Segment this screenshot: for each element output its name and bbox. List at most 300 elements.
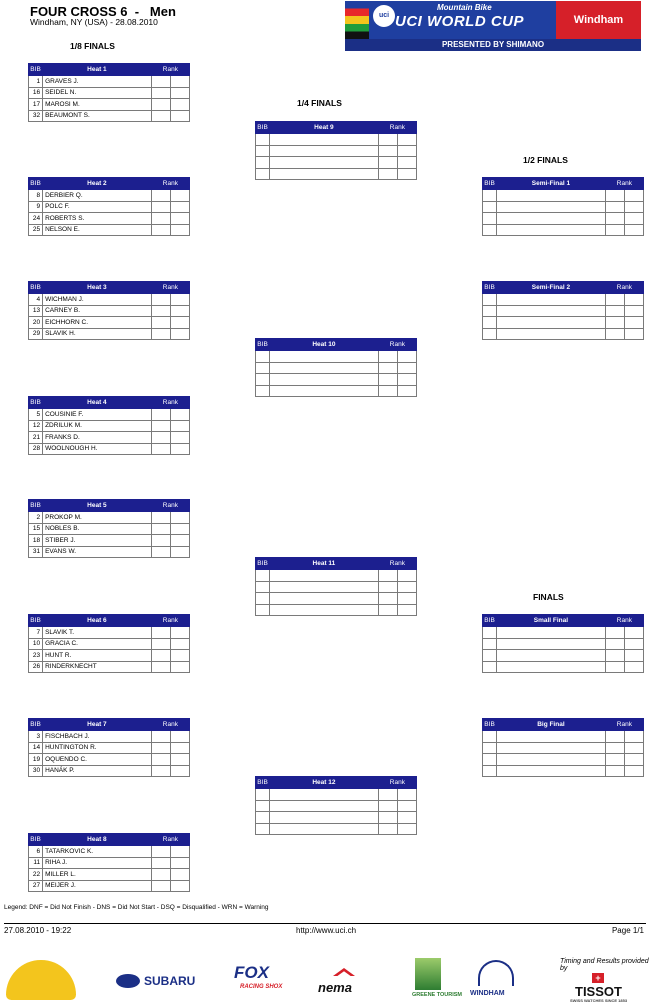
rank-cell xyxy=(605,201,624,213)
heat-table xyxy=(255,557,417,616)
rank-cell xyxy=(605,317,624,329)
rider-bib xyxy=(256,145,270,157)
rider-name xyxy=(270,351,379,363)
rider-row xyxy=(256,823,417,835)
rank-cell-2 xyxy=(170,76,189,88)
rank-cell-2 xyxy=(170,627,189,639)
rank-cell-2 xyxy=(170,869,189,881)
rank-cell xyxy=(151,99,170,111)
rank-cell-2 xyxy=(397,374,416,386)
rider-bib: 19 xyxy=(29,754,43,766)
rank-cell xyxy=(151,523,170,535)
rider-name xyxy=(497,661,606,673)
rider-row xyxy=(483,317,644,329)
rank-cell-2 xyxy=(397,823,416,835)
rider-row xyxy=(256,604,417,616)
rider-name xyxy=(497,294,606,306)
rank-cell xyxy=(151,443,170,455)
rider-name xyxy=(270,604,379,616)
rider-bib xyxy=(483,328,497,340)
rider-name xyxy=(270,581,379,593)
round-label-r16: 1/8 FINALS xyxy=(70,41,115,51)
rider-row xyxy=(256,812,417,824)
rider-name: SLAVIK H. xyxy=(43,328,152,340)
heat-name: Heat 7 xyxy=(43,719,152,731)
rider-bib xyxy=(483,305,497,317)
rider-name xyxy=(497,754,606,766)
bib-header: BIB xyxy=(29,397,43,409)
rank-cell xyxy=(605,224,624,236)
rank-cell xyxy=(378,604,397,616)
bib-header: BIB xyxy=(29,282,43,294)
rider-row xyxy=(29,213,190,225)
rider-name: PROKOP M. xyxy=(43,512,152,524)
rank-cell-2 xyxy=(624,661,643,673)
rank-cell xyxy=(151,294,170,306)
rider-row xyxy=(29,294,190,306)
greene-tourism-logo-icon xyxy=(415,958,441,990)
rider-name: GRACIA C. xyxy=(43,638,152,650)
rider-name: GRAVES J. xyxy=(43,76,152,88)
rank-cell-2 xyxy=(397,351,416,363)
rank-cell xyxy=(378,581,397,593)
heat-table xyxy=(28,833,190,892)
rider-name: RINDERKNECHT xyxy=(43,661,152,673)
windham-crafts-logo-icon xyxy=(6,960,76,1000)
rider-row xyxy=(256,374,417,386)
rider-bib: 5 xyxy=(29,409,43,421)
heat-table xyxy=(255,121,417,180)
rider-bib: 20 xyxy=(29,317,43,329)
rider-row xyxy=(483,294,644,306)
heat-name: Small Final xyxy=(497,615,606,627)
rank-cell-2 xyxy=(170,661,189,673)
rider-row xyxy=(483,627,644,639)
rider-bib xyxy=(483,650,497,662)
rider-bib: 12 xyxy=(29,420,43,432)
rider-row xyxy=(29,99,190,111)
rider-bib: 23 xyxy=(29,650,43,662)
rider-name: EVANS W. xyxy=(43,546,152,558)
windham-logo-text: WINDHAM xyxy=(470,990,505,997)
rank-cell xyxy=(151,409,170,421)
rider-name xyxy=(497,731,606,743)
rider-bib: 32 xyxy=(29,110,43,122)
rider-name: BEAUMONT S. xyxy=(43,110,152,122)
rider-row xyxy=(483,213,644,225)
rider-row xyxy=(29,76,190,88)
bib-header: BIB xyxy=(483,615,497,627)
rank-cell-2 xyxy=(397,157,416,169)
nema-logo: nema xyxy=(318,980,352,995)
rank-cell xyxy=(151,754,170,766)
fox-logo: FOX xyxy=(234,963,269,982)
rider-name: TATARKOVIC K. xyxy=(43,846,152,858)
rider-row xyxy=(256,800,417,812)
swiss-cross-icon: + xyxy=(592,973,604,983)
rider-bib: 9 xyxy=(29,201,43,213)
rider-row xyxy=(29,110,190,122)
rider-row xyxy=(29,765,190,777)
heat-name: Heat 10 xyxy=(270,339,379,351)
rank-cell xyxy=(605,765,624,777)
rider-bib xyxy=(483,754,497,766)
rider-bib xyxy=(483,201,497,213)
rider-name: HUNT R. xyxy=(43,650,152,662)
rider-name xyxy=(497,638,606,650)
rank-cell xyxy=(151,317,170,329)
rider-name xyxy=(497,317,606,329)
rider-row xyxy=(483,661,644,673)
rank-cell-2 xyxy=(397,789,416,801)
rank-cell-2 xyxy=(170,523,189,535)
rank-cell xyxy=(605,213,624,225)
footer-divider xyxy=(4,923,646,924)
rider-bib xyxy=(483,224,497,236)
heat-name: Heat 9 xyxy=(270,122,379,134)
rank-cell xyxy=(605,328,624,340)
heat-name: Heat 4 xyxy=(43,397,152,409)
rank-cell-2 xyxy=(397,362,416,374)
rider-name: OQUENDO C. xyxy=(43,754,152,766)
rider-bib: 30 xyxy=(29,765,43,777)
heat-name: Heat 1 xyxy=(43,64,152,76)
rank-cell xyxy=(378,134,397,146)
rider-bib: 15 xyxy=(29,523,43,535)
rank-header: Rank xyxy=(151,178,189,190)
rider-row xyxy=(29,880,190,892)
heat-table xyxy=(28,281,190,340)
heat-table xyxy=(28,614,190,673)
rank-cell-2 xyxy=(624,213,643,225)
nema-roof-icon xyxy=(333,968,355,976)
rider-bib: 16 xyxy=(29,87,43,99)
rider-row xyxy=(256,581,417,593)
rider-bib xyxy=(483,213,497,225)
rider-row xyxy=(483,742,644,754)
rider-name: EICHHORN C. xyxy=(43,317,152,329)
rider-bib xyxy=(483,638,497,650)
rank-cell-2 xyxy=(624,627,643,639)
rider-row xyxy=(29,754,190,766)
rider-bib: 31 xyxy=(29,546,43,558)
rank-cell-2 xyxy=(170,420,189,432)
heat-name: Heat 11 xyxy=(270,558,379,570)
rank-cell-2 xyxy=(397,812,416,824)
heat-name: Heat 12 xyxy=(270,777,379,789)
rank-header: Rank xyxy=(605,282,643,294)
rider-bib xyxy=(256,800,270,812)
rider-bib: 8 xyxy=(29,190,43,202)
rank-cell xyxy=(378,570,397,582)
heat-table xyxy=(482,177,644,236)
uci-logo-icon: uci xyxy=(373,5,395,27)
rank-cell-2 xyxy=(170,317,189,329)
heat-table xyxy=(28,396,190,455)
rider-bib: 11 xyxy=(29,857,43,869)
rider-row xyxy=(256,351,417,363)
rank-cell-2 xyxy=(624,650,643,662)
rider-bib: 26 xyxy=(29,661,43,673)
round-label-sf: 1/2 FINALS xyxy=(523,155,568,165)
rider-row xyxy=(29,317,190,329)
rank-cell xyxy=(151,224,170,236)
rank-cell xyxy=(151,650,170,662)
heat-table xyxy=(482,614,644,673)
heat-table xyxy=(482,281,644,340)
rider-name: NELSON E. xyxy=(43,224,152,236)
rider-name: SEIDEL N. xyxy=(43,87,152,99)
rider-bib: 13 xyxy=(29,305,43,317)
rider-name xyxy=(270,374,379,386)
banner-mtb-text: Mountain Bike xyxy=(437,3,492,12)
rank-cell xyxy=(151,869,170,881)
rank-cell xyxy=(151,201,170,213)
rank-cell-2 xyxy=(170,443,189,455)
rank-cell-2 xyxy=(624,754,643,766)
rank-cell-2 xyxy=(170,880,189,892)
round-label-final: FINALS xyxy=(533,592,564,602)
rider-row xyxy=(29,846,190,858)
rider-row xyxy=(256,134,417,146)
rider-name: ROBERTS S. xyxy=(43,213,152,225)
rider-bib: 28 xyxy=(29,443,43,455)
rank-cell-2 xyxy=(624,742,643,754)
banner-presented-by: PRESENTED BY SHIMANO xyxy=(345,39,641,51)
rider-row xyxy=(256,789,417,801)
rider-row xyxy=(483,305,644,317)
rainbow-stripe-icon xyxy=(345,1,369,39)
rider-row xyxy=(483,190,644,202)
rank-header: Rank xyxy=(151,615,189,627)
rider-row xyxy=(29,742,190,754)
rank-cell-2 xyxy=(170,731,189,743)
banner-world-cup-text: UCI WORLD CUP xyxy=(395,13,524,30)
rank-header: Rank xyxy=(151,282,189,294)
rank-cell-2 xyxy=(624,294,643,306)
rider-bib xyxy=(256,581,270,593)
rider-bib xyxy=(483,294,497,306)
rank-cell-2 xyxy=(624,765,643,777)
rank-cell-2 xyxy=(170,638,189,650)
rank-cell-2 xyxy=(397,570,416,582)
rank-header: Rank xyxy=(605,615,643,627)
rank-cell xyxy=(378,812,397,824)
rank-cell-2 xyxy=(397,800,416,812)
rank-header: Rank xyxy=(151,500,189,512)
rank-cell-2 xyxy=(170,190,189,202)
rider-name xyxy=(497,742,606,754)
rank-cell-2 xyxy=(170,305,189,317)
heat-name: Heat 6 xyxy=(43,615,152,627)
bib-header: BIB xyxy=(256,122,270,134)
rider-row xyxy=(29,731,190,743)
rank-cell-2 xyxy=(397,385,416,397)
rank-cell-2 xyxy=(170,432,189,444)
rank-cell-2 xyxy=(624,201,643,213)
rank-cell xyxy=(605,742,624,754)
rider-name: NOBLES B. xyxy=(43,523,152,535)
rank-cell-2 xyxy=(624,638,643,650)
rank-cell xyxy=(151,512,170,524)
rider-name xyxy=(270,593,379,605)
rider-row xyxy=(29,443,190,455)
rider-row xyxy=(256,570,417,582)
rider-row xyxy=(29,638,190,650)
windham-mountain-logo-icon xyxy=(478,960,514,986)
rider-name: ZDRILUK M. xyxy=(43,420,152,432)
rank-cell xyxy=(378,351,397,363)
rider-row xyxy=(29,523,190,535)
footer-url-link[interactable]: http://www.uci.ch xyxy=(296,926,357,935)
rank-cell-2 xyxy=(624,731,643,743)
rider-bib xyxy=(256,593,270,605)
bib-header: BIB xyxy=(483,719,497,731)
rank-header: Rank xyxy=(378,558,416,570)
timing-credit: Timing and Results provided by xyxy=(560,958,649,972)
rider-name: COUSINIE F. xyxy=(43,409,152,421)
rider-row xyxy=(256,385,417,397)
rank-cell xyxy=(605,661,624,673)
rank-cell xyxy=(605,731,624,743)
rank-cell-2 xyxy=(624,224,643,236)
rank-cell-2 xyxy=(170,754,189,766)
rider-bib: 7 xyxy=(29,627,43,639)
bib-header: BIB xyxy=(256,558,270,570)
rider-bib: 18 xyxy=(29,535,43,547)
rider-bib xyxy=(483,731,497,743)
heat-name: Big Final xyxy=(497,719,606,731)
rank-header: Rank xyxy=(151,64,189,76)
rank-cell xyxy=(378,593,397,605)
legend: Legend: DNF = Did Not Finish - DNS = Did Not Start - DSQ = Disqualified - WRN = Warning xyxy=(4,904,269,911)
rank-cell xyxy=(151,765,170,777)
rider-bib: 3 xyxy=(29,731,43,743)
rider-name: FRANKS D. xyxy=(43,432,152,444)
rank-cell xyxy=(151,190,170,202)
rank-header: Rank xyxy=(151,397,189,409)
rider-bib xyxy=(483,765,497,777)
heat-name: Heat 5 xyxy=(43,500,152,512)
rider-bib xyxy=(256,812,270,824)
rank-cell xyxy=(605,638,624,650)
rank-cell-2 xyxy=(170,294,189,306)
rank-cell xyxy=(151,846,170,858)
rank-cell-2 xyxy=(397,593,416,605)
rank-cell-2 xyxy=(170,650,189,662)
rider-row xyxy=(29,432,190,444)
rider-name: WOOLNOUGH H. xyxy=(43,443,152,455)
rider-row xyxy=(29,627,190,639)
rider-row xyxy=(256,168,417,180)
rank-cell xyxy=(151,420,170,432)
rank-cell xyxy=(378,168,397,180)
rider-bib: 25 xyxy=(29,224,43,236)
rank-cell-2 xyxy=(397,134,416,146)
tissot-logo: TISSOT xyxy=(575,984,622,999)
rank-cell xyxy=(151,87,170,99)
rider-name: DERBIER Q. xyxy=(43,190,152,202)
rider-name xyxy=(497,224,606,236)
rider-name: FISCHBACH J. xyxy=(43,731,152,743)
rider-row xyxy=(29,305,190,317)
rider-name: RIHA J. xyxy=(43,857,152,869)
rank-cell-2 xyxy=(170,224,189,236)
rider-row xyxy=(483,731,644,743)
rider-bib xyxy=(256,351,270,363)
rider-name xyxy=(497,201,606,213)
rider-name xyxy=(270,570,379,582)
rank-cell xyxy=(151,742,170,754)
rider-row xyxy=(29,546,190,558)
rider-row xyxy=(29,661,190,673)
rank-cell-2 xyxy=(170,512,189,524)
rank-cell-2 xyxy=(170,535,189,547)
rider-row xyxy=(29,328,190,340)
rider-bib xyxy=(256,789,270,801)
rider-row xyxy=(29,650,190,662)
rider-row xyxy=(29,512,190,524)
rank-cell-2 xyxy=(624,328,643,340)
heat-table xyxy=(28,63,190,122)
rank-cell xyxy=(151,535,170,547)
rider-row xyxy=(29,869,190,881)
rider-bib: 24 xyxy=(29,213,43,225)
bib-header: BIB xyxy=(29,178,43,190)
banner-city: Windham xyxy=(556,1,641,39)
rank-cell-2 xyxy=(624,317,643,329)
rider-name: HUNTINGTON R. xyxy=(43,742,152,754)
rank-cell xyxy=(151,546,170,558)
rider-bib xyxy=(256,157,270,169)
bib-header: BIB xyxy=(29,719,43,731)
heat-name: Heat 8 xyxy=(43,834,152,846)
rider-bib: 6 xyxy=(29,846,43,858)
rider-row xyxy=(483,650,644,662)
rider-name xyxy=(497,627,606,639)
rank-cell xyxy=(378,823,397,835)
rider-bib xyxy=(483,661,497,673)
rank-cell xyxy=(605,627,624,639)
rider-row xyxy=(256,145,417,157)
rider-row xyxy=(483,224,644,236)
rider-bib xyxy=(256,374,270,386)
rider-name xyxy=(497,305,606,317)
rank-cell-2 xyxy=(170,213,189,225)
rider-name xyxy=(270,168,379,180)
rank-cell xyxy=(378,145,397,157)
bib-header: BIB xyxy=(29,500,43,512)
rider-bib xyxy=(483,627,497,639)
rider-name xyxy=(497,650,606,662)
tissot-tagline: SWISS WATCHES SINCE 1853 xyxy=(570,998,628,1003)
rider-bib: 14 xyxy=(29,742,43,754)
heat-name: Heat 3 xyxy=(43,282,152,294)
greene-tourism-text: GREENE TOURISM xyxy=(412,992,463,998)
rider-name xyxy=(497,190,606,202)
bib-header: BIB xyxy=(29,64,43,76)
rank-cell-2 xyxy=(170,201,189,213)
rider-bib: 29 xyxy=(29,328,43,340)
bib-header: BIB xyxy=(483,178,497,190)
rider-row xyxy=(256,362,417,374)
bib-header: BIB xyxy=(29,615,43,627)
rider-name xyxy=(270,385,379,397)
footer-timestamp: 27.08.2010 - 19:22 xyxy=(4,926,72,935)
rider-bib: 17 xyxy=(29,99,43,111)
rank-cell xyxy=(378,800,397,812)
rider-name xyxy=(270,800,379,812)
